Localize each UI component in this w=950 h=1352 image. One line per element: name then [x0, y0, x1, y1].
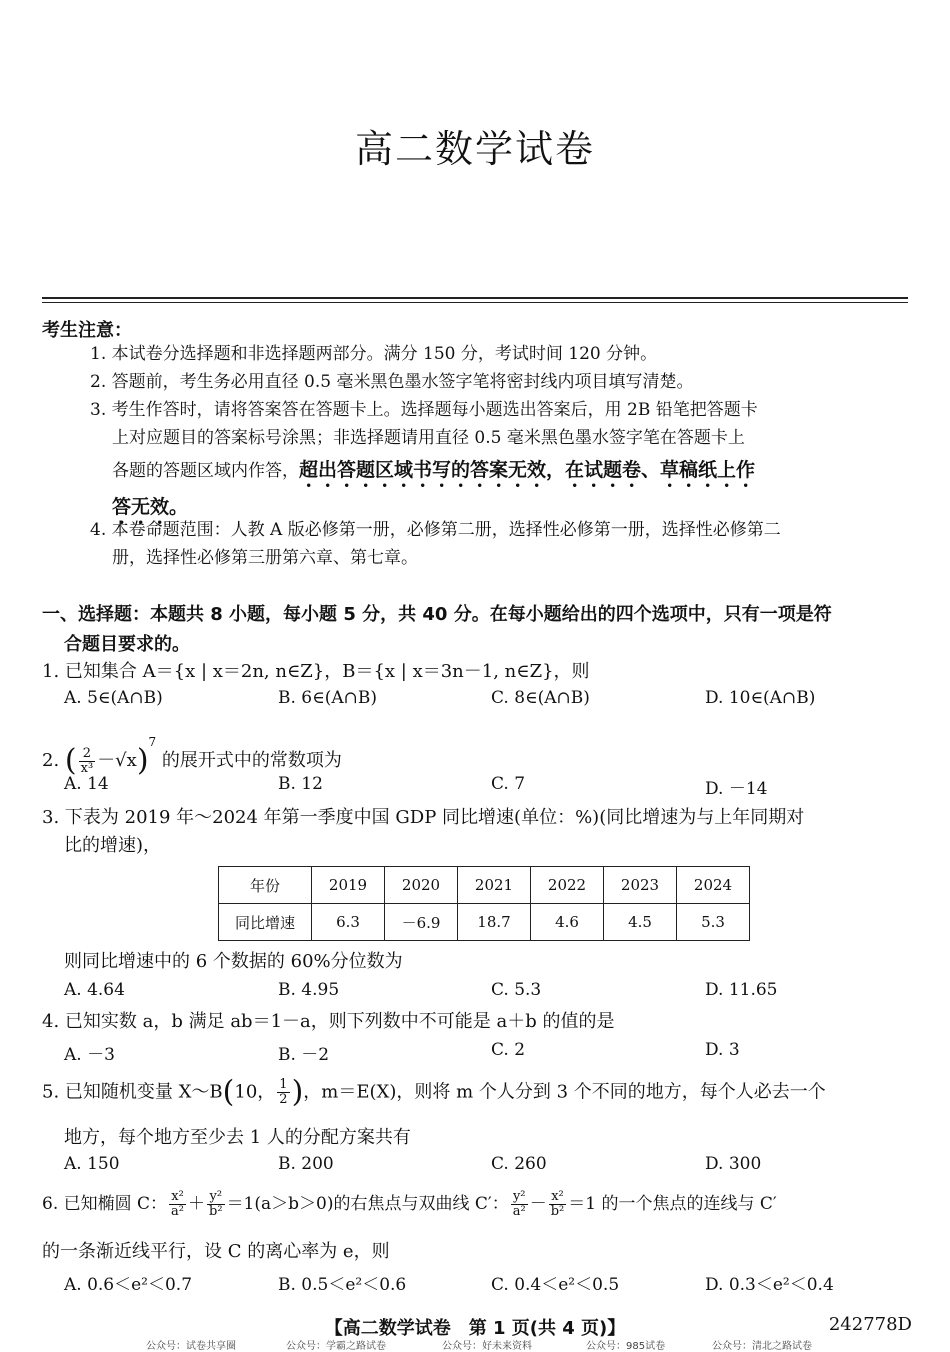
table-cell: 2019 — [312, 867, 385, 904]
notice-item-3-text: 各题的答题区域内作答， — [112, 461, 299, 481]
table-cell: 4.5 — [604, 904, 677, 941]
question-3-stem — [42, 804, 912, 860]
table-cell: 6.3 — [312, 904, 385, 941]
page-title: 高二数学试卷 — [354, 127, 595, 171]
q2-text: 的展开式中的常数项为 — [161, 750, 342, 771]
notice-item-4-line2: 册，选择性必修第三册第六章、第七章。 — [112, 548, 418, 568]
question-2-options — [64, 774, 924, 802]
paper-code: 242778D — [828, 1314, 912, 1335]
q2-option-c[interactable]: C. 7 — [491, 774, 526, 794]
q5-option-a[interactable]: A. 150 — [64, 1154, 120, 1174]
q6-fraction-3: $\frac{\text{y²}}{\text{a²}}$ — [512, 1189, 526, 1219]
right-paren: ) — [136, 743, 149, 778]
q2-option-b[interactable]: B. 12 — [278, 774, 323, 794]
section-1-line1: 一、选择题：本题共 8 小题，每小题 5 分，共 40 分。在每小题给出的四个选项中，只有一项是符 — [42, 604, 832, 625]
q3-line2: 比的增速)， — [64, 835, 162, 856]
table-row-values — [219, 904, 750, 941]
section-1-line2: 合题目要求的。 — [64, 634, 190, 655]
q1-option-a[interactable]: A. 5∈(A∩B) — [64, 688, 163, 708]
question-5-stem — [42, 1074, 912, 1110]
question-6-stem: 6. 已知椭圆 C： $\frac{\text{x²}}{\text{a²}}$ ＋ $\frac{\text{y²}}{\text{b²}}$ ＝1(a＞b＞0)的右焦点与双曲线 C′： $\frac{\text{y²}}{\text{a²}}$ － $\frac{\text{x²}}{\text{b²}}$ ＝1 的一个焦点的连线与 C′ — [42, 1189, 777, 1219]
q5-option-c[interactable]: C. 260 — [491, 1154, 547, 1174]
q6-option-c[interactable]: C. 0.4＜e²＜0.5 — [491, 1275, 620, 1295]
q3-option-c[interactable]: C. 5.3 — [491, 980, 542, 1000]
q4-option-b[interactable]: B. －2 — [278, 1045, 330, 1065]
q3-option-b[interactable]: B. 4.95 — [278, 980, 340, 1000]
question-5-options — [64, 1154, 924, 1182]
notice-warning-bold: 超出答题区域书写的答案无效，在试题卷、草稿纸上作 — [299, 459, 756, 481]
q2-number: 2. — [42, 750, 60, 771]
publisher-credit: 公众号：985试卷 — [586, 1341, 666, 1352]
q4-option-d[interactable]: D. 3 — [705, 1040, 740, 1060]
q6-option-b[interactable]: B. 0.5＜e²＜0.6 — [278, 1275, 407, 1295]
table-cell: 18.7 — [458, 904, 531, 941]
page-footer: 【高二数学试卷 第 1 页(共 4 页)】 — [324, 1318, 626, 1339]
right-paren: ) — [291, 1074, 304, 1110]
notice-item-3-line2: 上对应题目的答案标号涂黑；非选择题请用直径 0.5 毫米黑色墨水签字笔在答题卡上 — [112, 428, 745, 448]
table-cell: 2023 — [604, 867, 677, 904]
publisher-credit: 公众号：学霸之路试卷 — [286, 1341, 386, 1352]
table-cell: 5.3 — [677, 904, 750, 941]
q5-param: 10， — [234, 1081, 276, 1103]
question-1-stem: 1. 已知集合 A＝{x | x＝2n, n∈Z}，B＝{x | x＝3n－1, n∈Z}，则 — [42, 661, 590, 682]
question-2-stem — [42, 728, 912, 776]
q3-line1: 3. 下表为 2019 年～2024 年第一季度中国 GDP 同比增速(单位：%)(同比增速为与上年同期对 — [42, 807, 805, 828]
question-6-stem-2: 的一条渐近线平行，设 C 的离心率为 e，则 — [42, 1241, 390, 1262]
q2-option-d[interactable]: D. －14 — [705, 779, 768, 799]
q2-option-a[interactable]: A. 14 — [64, 774, 109, 794]
question-4-options — [64, 1040, 924, 1068]
q5-text-pre: 5. 已知随机变量 X～B — [42, 1081, 223, 1103]
notice-item-3-line3 — [90, 452, 910, 492]
table-cell: 2022 — [531, 867, 604, 904]
question-4-stem: 4. 已知实数 a，b 满足 ab＝1－a，则下列数中不可能是 a＋b 的值的是 — [42, 1011, 615, 1032]
q6-text-mid: ＝1(a＞b＞0)的右焦点与双曲线 C′： — [226, 1194, 509, 1214]
q4-option-c[interactable]: C. 2 — [491, 1040, 526, 1060]
question-1-options — [64, 688, 924, 716]
table-cell: 2021 — [458, 867, 531, 904]
question-3-options — [64, 980, 924, 1008]
q6-fraction-1: $\frac{\text{x²}}{\text{a²}}$ — [171, 1189, 185, 1219]
publisher-credit: 公众号：试卷共享圈 — [146, 1341, 236, 1352]
table-cell: －6.9 — [385, 904, 458, 941]
q5-fraction: $\frac{1}{2}$ — [279, 1077, 288, 1107]
q1-option-c[interactable]: C. 8∈(A∩B) — [491, 688, 590, 708]
section-1-heading — [42, 600, 912, 660]
table-cell: 2020 — [385, 867, 458, 904]
q2-sqrt-term: －√x — [97, 750, 137, 771]
notice-item-2: 2. 答题前，考生务必用直径 0.5 毫米黑色墨水签字笔将密封线内项目填写清楚。 — [90, 372, 694, 392]
q4-option-a[interactable]: A. －3 — [64, 1045, 115, 1065]
publisher-credit: 公众号：好未来资料 — [442, 1341, 532, 1352]
q6-fraction-4: $\frac{\text{x²}}{\text{b²}}$ — [550, 1189, 565, 1219]
q5-text-post: ，m＝E(X)，则将 m 个人分到 3 个不同的地方，每个人必去一个 — [303, 1081, 826, 1103]
left-paren: ( — [64, 743, 77, 778]
q6-text-post: ＝1 的一个焦点的连线与 C′ — [568, 1194, 777, 1214]
q2-exponent: 7 — [148, 735, 157, 749]
notice-item-4-line1: 4. 本卷命题范围：人教 A 版必修第一册，必修第二册，选择性必修第一册，选择性必修第二 — [90, 520, 781, 540]
question-6-options — [64, 1270, 924, 1298]
notice-item-1: 1. 本试卷分选择题和非选择题两部分。满分 150 分，考试时间 120 分钟。 — [90, 344, 658, 364]
q3-option-a[interactable]: A. 4.64 — [64, 980, 125, 1000]
notice-warning-bold-2: 答无效。 — [112, 496, 189, 518]
notice-item-3-line1: 3. 考生作答时，请将答案答在答题卡上。选择题每小题选出答案后，用 2B 铅笔把答题卡 — [90, 400, 758, 420]
q1-option-d[interactable]: D. 10∈(A∩B) — [705, 688, 816, 708]
notice-item-4 — [90, 516, 910, 572]
table-cell: 4.6 — [531, 904, 604, 941]
q6-option-a[interactable]: A. 0.6＜e²＜0.7 — [64, 1275, 193, 1295]
q5-option-b[interactable]: B. 200 — [278, 1154, 334, 1174]
q1-option-b[interactable]: B. 6∈(A∩B) — [278, 688, 377, 708]
q6-text-pre: 6. 已知椭圆 C： — [42, 1194, 168, 1214]
table-cell: 同比增速 — [219, 904, 312, 941]
notice-item-3 — [90, 396, 910, 529]
table-row-header — [219, 867, 750, 904]
q5-option-d[interactable]: D. 300 — [705, 1154, 762, 1174]
table-cell: 年份 — [219, 867, 312, 904]
q3-option-d[interactable]: D. 11.65 — [705, 980, 778, 1000]
table-cell: 2024 — [677, 867, 750, 904]
q6-fraction-2: $\frac{\text{y²}}{\text{b²}}$ — [209, 1189, 223, 1219]
notice-heading: 考生注意： — [42, 320, 132, 341]
header-rule — [42, 297, 908, 299]
left-paren: ( — [222, 1074, 235, 1110]
publisher-credit: 公众号：清北之路试卷 — [712, 1341, 812, 1352]
q2-fraction: $\frac{2}{\text{x³}}$ — [80, 745, 94, 776]
question-3-ask: 则同比增速中的 6 个数据的 60%分位数为 — [64, 951, 403, 972]
question-5-stem-2: 地方，每个地方至少去 1 人的分配方案共有 — [64, 1127, 411, 1148]
q6-option-d[interactable]: D. 0.3＜e²＜0.4 — [705, 1275, 834, 1295]
header-rule-thin — [42, 302, 908, 303]
gdp-table — [218, 866, 750, 941]
